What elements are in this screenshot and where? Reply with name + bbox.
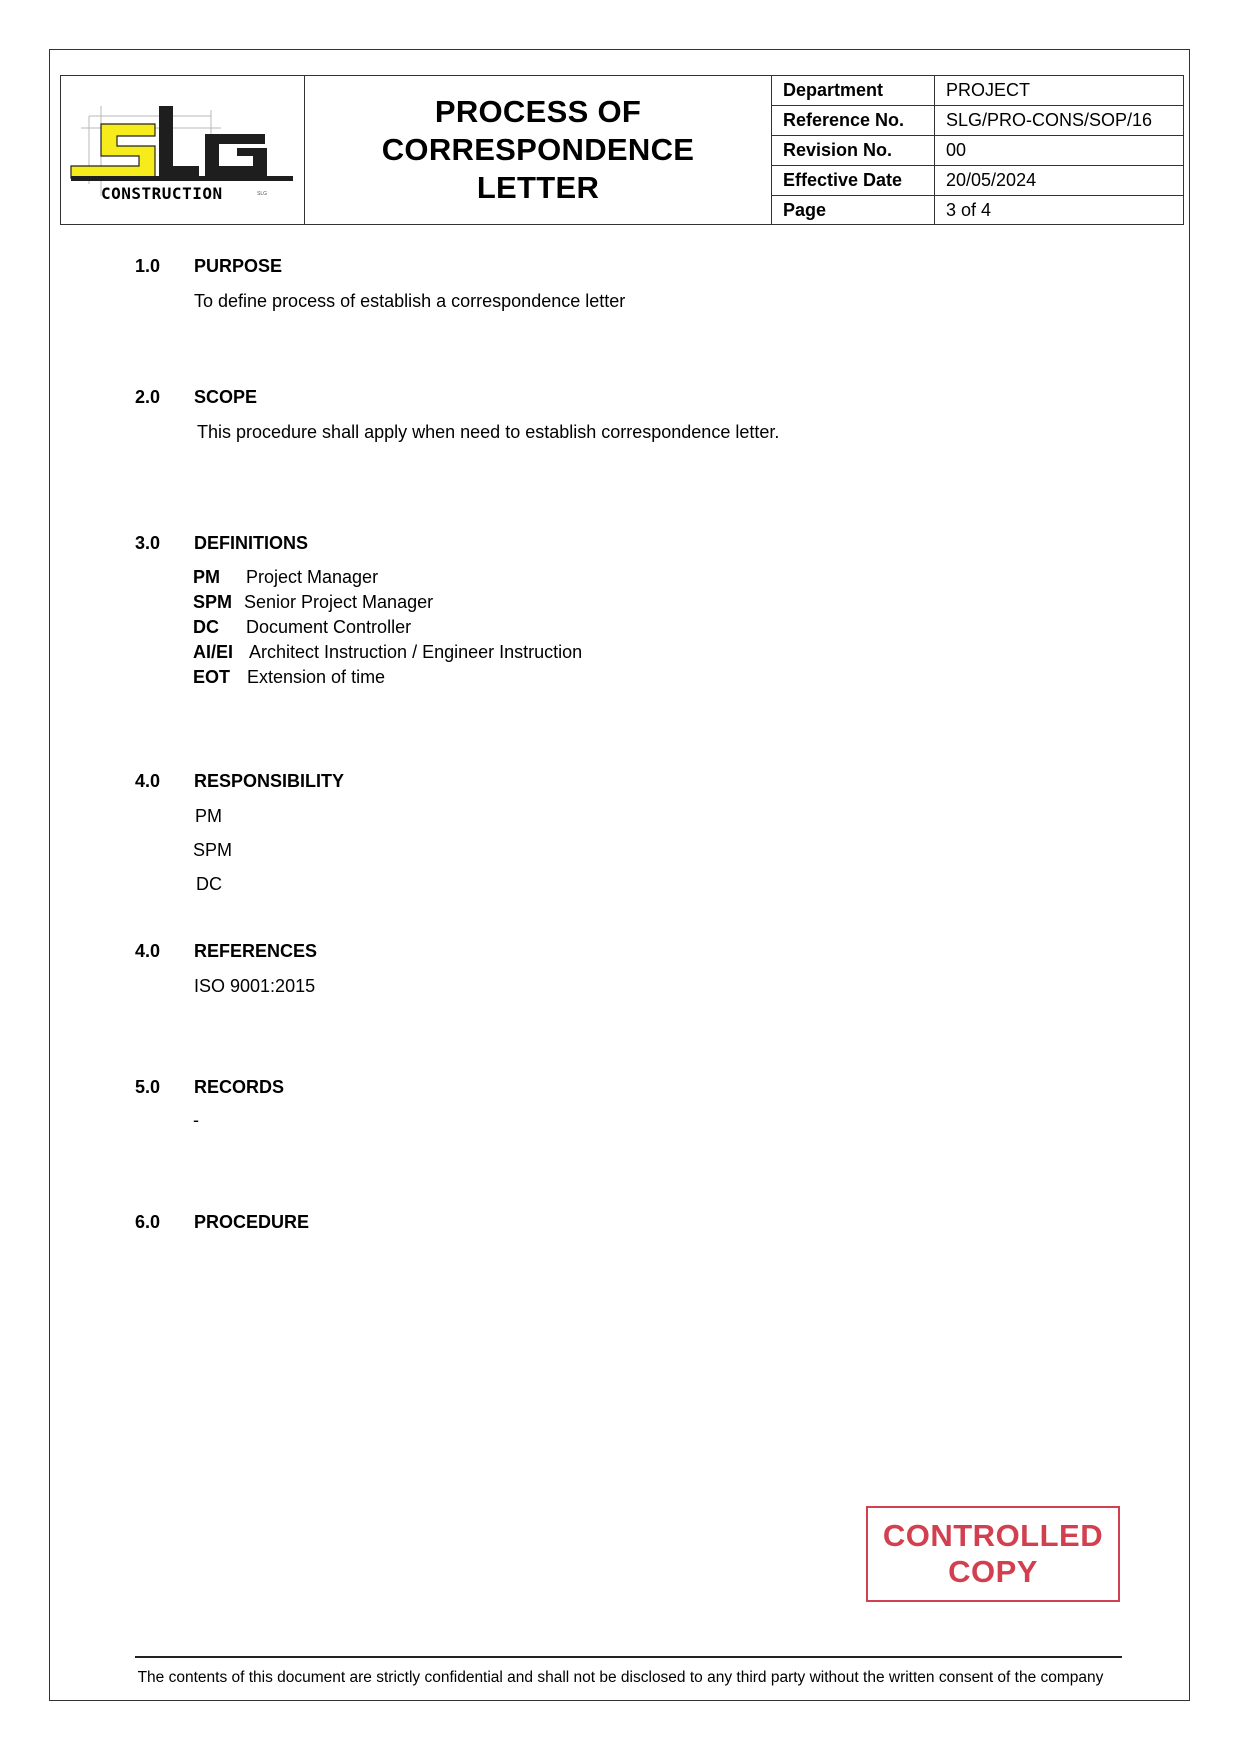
section-title-responsibility: RESPONSIBILITY bbox=[194, 771, 345, 791]
stamp-line-2: COPY bbox=[948, 1554, 1038, 1589]
company-logo bbox=[61, 76, 305, 224]
info-label: Page bbox=[772, 196, 935, 226]
info-label: Reference No. bbox=[772, 106, 935, 136]
document-info bbox=[772, 76, 1183, 224]
definition-meaning: Senior Project Manager bbox=[244, 592, 434, 612]
section-number: 1.0 bbox=[135, 256, 161, 276]
document-title bbox=[382, 93, 695, 207]
definition-item bbox=[193, 567, 378, 588]
definition-meaning: Architect Instruction / Engineer Instruction bbox=[249, 642, 583, 662]
info-value: PROJECT bbox=[935, 76, 1184, 106]
info-value: 00 bbox=[935, 136, 1184, 166]
section-title-references: REFERENCES bbox=[194, 941, 318, 961]
definition-meaning: Document Controller bbox=[246, 617, 412, 637]
title-line-2: CORRESPONDENCE bbox=[381, 132, 695, 167]
section-number: 6.0 bbox=[135, 1212, 161, 1232]
section-number: 5.0 bbox=[135, 1077, 161, 1097]
definition-meaning: Project Manager bbox=[246, 567, 379, 587]
info-row-effective-date bbox=[772, 166, 1183, 196]
section-title-purpose: PURPOSE bbox=[194, 256, 283, 276]
definition-item bbox=[193, 642, 582, 663]
stamp-line-1: CONTROLLED bbox=[882, 1518, 1104, 1553]
title-line-1: PROCESS OF bbox=[434, 94, 642, 129]
definition-meaning: Extension of time bbox=[247, 667, 386, 687]
records-text: - bbox=[193, 1110, 199, 1130]
section-title-records: RECORDS bbox=[194, 1077, 285, 1097]
section-number: 2.0 bbox=[135, 387, 161, 407]
info-value: 20/05/2024 bbox=[935, 166, 1184, 196]
section-title-definitions: DEFINITIONS bbox=[194, 533, 309, 553]
logo-small-text: SLG bbox=[257, 191, 268, 197]
controlled-copy-stamp bbox=[866, 1506, 1120, 1602]
title-line-3: LETTER bbox=[476, 170, 600, 205]
section-title-scope: SCOPE bbox=[194, 387, 258, 407]
section-number: 4.0 bbox=[135, 941, 161, 961]
info-label: Revision No. bbox=[772, 136, 935, 166]
info-value: SLG/PRO-CONS/SOP/16 bbox=[935, 106, 1184, 136]
info-value: 3 of 4 bbox=[946, 200, 992, 220]
purpose-text: To define process of establish a correspondence letter bbox=[194, 291, 626, 311]
definition-abbr: SPM bbox=[193, 592, 233, 612]
confidentiality-footer: The contents of this document are strictly confidential and shall not be disclosed to any third party without the written consent of the company bbox=[137, 1669, 1104, 1686]
section-number: 4.0 bbox=[135, 771, 161, 791]
definition-abbr: EOT bbox=[193, 667, 231, 687]
references-text: ISO 9001:2015 bbox=[194, 976, 316, 996]
footer-divider bbox=[135, 1656, 1122, 1658]
info-row-page bbox=[772, 196, 1183, 226]
info-label: Department bbox=[772, 76, 935, 106]
info-row-department bbox=[772, 76, 1183, 106]
document-header bbox=[60, 75, 1184, 225]
logo-construction-text: CONSTRUCTION bbox=[101, 184, 223, 203]
info-row-reference bbox=[772, 106, 1183, 136]
definition-item bbox=[193, 592, 433, 613]
definition-item bbox=[193, 667, 385, 688]
responsibility-item: DC bbox=[196, 874, 222, 894]
responsibility-item: SPM bbox=[193, 840, 233, 860]
definition-abbr: DC bbox=[193, 617, 219, 637]
document-info-table bbox=[772, 76, 1183, 225]
section-title-procedure: PROCEDURE bbox=[194, 1212, 310, 1232]
scope-text: This procedure shall apply when need to establish correspondence letter. bbox=[197, 422, 780, 442]
info-label: Effective Date bbox=[772, 166, 935, 196]
document-title-cell bbox=[305, 76, 772, 224]
responsibility-item: PM bbox=[195, 806, 222, 826]
definition-item bbox=[193, 617, 411, 638]
info-row-revision bbox=[772, 136, 1183, 166]
definition-abbr: AI/EI bbox=[193, 642, 234, 662]
section-number: 3.0 bbox=[135, 533, 161, 553]
definition-abbr: PM bbox=[193, 567, 220, 587]
